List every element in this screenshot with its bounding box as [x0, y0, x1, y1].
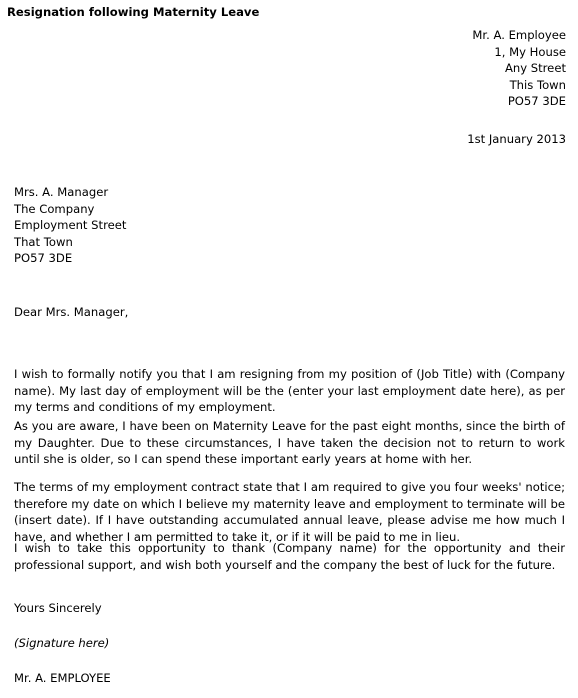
recipient-address [14, 184, 126, 267]
sender-address-line: Any Street [504, 61, 566, 75]
body-paragraph: As you are aware, I have been on Maternity Leave for the past eight months, since the birth of my Daughter. Due to these circumstances, I have taken the decision not to return to work until she is older, so I can spend these important early years at home with her. [14, 419, 565, 466]
signature-placeholder: (Signature here) [14, 636, 110, 650]
signer-name: Mr. A. EMPLOYEE [14, 671, 111, 685]
body-paragraph: The terms of my employment contract state that I am required to give you four weeks' notice; therefore my date on which I believe my maternity leave and employment to terminate will be (insert date). If I have outstanding accumulated annual leave, please advise me how much I have, and whether I am permitted to take it, or if it will be paid to me in lieu. [14, 480, 565, 544]
body-paragraph: I wish to formally notify you that I am resigning from my position of (Job Title) with (Company name). My last day of employment will be the (enter your last employment date here), as per my terms and conditions of my employment. [14, 367, 565, 414]
body-paragraph: I wish to take this opportunity to thank (Company name) for the opportunity and their professional support, and wish both yourself and the company the best of luck for the future. [14, 541, 565, 572]
sender-name: Mr. A. Employee [472, 28, 566, 42]
sender-address-line: This Town [509, 77, 566, 92]
salutation: Dear Mrs. Manager, [14, 305, 129, 319]
letter-date: 1st January 2013 [467, 132, 566, 146]
recipient-postcode: PO57 3DE [14, 251, 73, 265]
sender-address-line: 1, My House [494, 44, 566, 59]
sender-address [472, 27, 566, 110]
recipient-address-line: That Town [14, 234, 73, 249]
closing: Yours Sincerely [14, 601, 102, 615]
document-title: Resignation following Maternity Leave [7, 5, 260, 19]
recipient-address-line: The Company [14, 201, 95, 216]
recipient-name: Mrs. A. Manager [14, 185, 109, 199]
recipient-address-line: Employment Street [14, 218, 127, 232]
sender-postcode: PO57 3DE [507, 94, 566, 108]
